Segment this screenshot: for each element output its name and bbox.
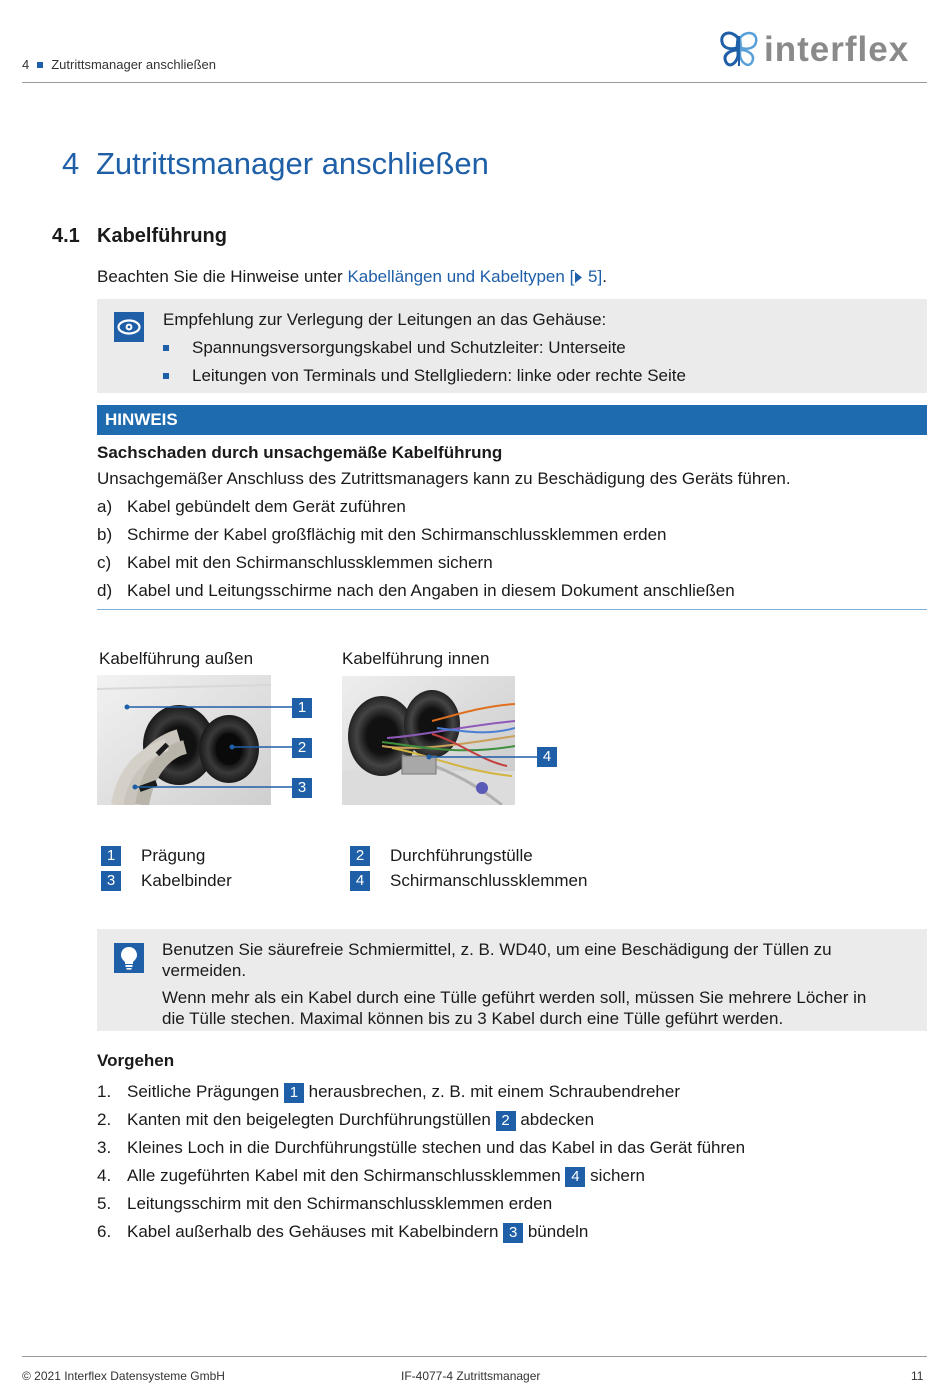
notice-divider bbox=[97, 609, 927, 610]
step-marker: 4 bbox=[565, 1167, 585, 1187]
step-marker: 1 bbox=[284, 1083, 304, 1103]
footer-doc-id: IF-4077-4 Zutrittsmanager bbox=[401, 1369, 541, 1383]
notice-text: Unsachgemäßer Anschluss des Zutrittsmanagers kann zu Beschädigung des Geräts führen. bbox=[97, 469, 791, 488]
procedure-step bbox=[97, 1109, 927, 1131]
notice-heading: Sachschaden durch unsachgemäße Kabelführung bbox=[97, 443, 503, 462]
legend-marker: 4 bbox=[350, 871, 370, 891]
notice-item bbox=[97, 524, 917, 546]
cable-types-link[interactable] bbox=[347, 267, 602, 286]
tip-line: die Tülle stechen. Maximal können bis zu 3 Kabel durch eine Tülle geführt werden. bbox=[162, 1009, 784, 1028]
figure-caption-inside: Kabelführung innen bbox=[342, 649, 490, 668]
notice-item-text: Kabel gebündelt dem Gerät zuführen bbox=[127, 497, 406, 516]
notice-item-text: Kabel und Leitungsschirme nach den Angaben in diesem Dokument anschließen bbox=[127, 581, 735, 600]
step-text: Seitliche Prägungen bbox=[127, 1082, 284, 1101]
procedure-step bbox=[97, 1193, 927, 1215]
tip-line: vermeiden. bbox=[162, 961, 247, 980]
recommendation-item bbox=[163, 365, 863, 387]
step-number: 2. bbox=[97, 1110, 112, 1129]
notice-item-letter: b) bbox=[97, 525, 113, 544]
callout-leader-lines bbox=[97, 675, 557, 805]
notice-item-letter: c) bbox=[97, 553, 112, 572]
legend-label: Schirmanschlussklemmen bbox=[390, 871, 588, 890]
running-header bbox=[22, 57, 216, 72]
step-marker: 2 bbox=[496, 1111, 516, 1131]
tip-paragraph-2 bbox=[162, 987, 866, 1029]
notice-item bbox=[97, 496, 917, 518]
step-text: Kleines Loch in die Durchführungstülle stechen und das Kabel in das Gerät führen bbox=[127, 1138, 746, 1157]
procedure-step bbox=[97, 1137, 927, 1159]
footer-divider bbox=[22, 1356, 927, 1357]
recommendation-item-text: Leitungen von Terminals und Stellgliedern: linke oder rechte Seite bbox=[192, 366, 686, 385]
butterfly-icon bbox=[716, 28, 760, 72]
step-text: abdecken bbox=[515, 1110, 595, 1129]
chapter-heading-num: 4 bbox=[62, 146, 80, 181]
notice-item bbox=[97, 580, 917, 602]
bullet-icon bbox=[163, 345, 169, 351]
header-divider bbox=[22, 82, 927, 83]
step-number: 1. bbox=[97, 1082, 112, 1101]
logo-wordmark: interflex bbox=[764, 30, 910, 69]
procedure-step bbox=[97, 1221, 927, 1243]
step-text: sichern bbox=[585, 1166, 645, 1185]
step-text: Kanten mit den beigelegten Durchführungstüllen bbox=[127, 1110, 496, 1129]
legend-marker: 1 bbox=[101, 846, 121, 866]
step-text: Kabel außerhalb des Gehäuses mit Kabelbindern bbox=[127, 1222, 504, 1241]
notice-item bbox=[97, 552, 917, 574]
interflex-logo bbox=[716, 28, 909, 72]
callout-marker: 4 bbox=[537, 747, 557, 767]
cable-types-link-text: Kabellängen und Kabeltypen [ bbox=[347, 267, 575, 286]
notice-item-letter: a) bbox=[97, 497, 113, 516]
legend-marker: 3 bbox=[101, 871, 121, 891]
section-heading bbox=[52, 225, 227, 248]
bullet-icon bbox=[163, 373, 169, 379]
header-bullet-icon bbox=[37, 62, 43, 68]
callout-marker: 3 bbox=[292, 778, 312, 798]
tip-line: Benutzen Sie säurefreie Schmiermittel, z. B. WD40, um eine Beschädigung der Tüllen zu bbox=[162, 940, 832, 959]
legend-label: Durchführungstülle bbox=[390, 846, 533, 865]
step-text: herausbrechen, z. B. mit einem Schraubendreher bbox=[303, 1082, 680, 1101]
eye-icon bbox=[114, 312, 144, 342]
legend-marker: 2 bbox=[350, 846, 370, 866]
procedure-step bbox=[97, 1165, 927, 1187]
chapter-heading bbox=[62, 146, 489, 182]
step-text: Leitungsschirm mit den Schirmanschlussklemmen erden bbox=[127, 1194, 553, 1213]
triangle-right-icon bbox=[574, 272, 583, 283]
notice-bar: HINWEIS bbox=[97, 405, 927, 435]
step-number: 6. bbox=[97, 1222, 112, 1241]
cable-types-link-page: 5] bbox=[583, 267, 603, 286]
footer-page-number: 11 bbox=[911, 1369, 924, 1383]
intro-period: . bbox=[602, 267, 607, 286]
chapter-heading-title: Zutrittsmanager anschließen bbox=[96, 146, 489, 181]
notice-item-text: Kabel mit den Schirmanschlussklemmen sichern bbox=[127, 553, 493, 572]
notice-item-letter: d) bbox=[97, 581, 113, 600]
legend-label: Kabelbinder bbox=[141, 871, 232, 890]
procedure-heading: Vorgehen bbox=[97, 1051, 175, 1070]
footer-copyright: © 2021 Interflex Datensysteme GmbH bbox=[22, 1369, 225, 1383]
step-marker: 3 bbox=[503, 1223, 523, 1243]
procedure-step bbox=[97, 1081, 927, 1103]
callout-marker: 1 bbox=[292, 698, 312, 718]
step-number: 3. bbox=[97, 1138, 112, 1157]
step-text: Alle zugeführten Kabel mit den Schirmanschlussklemmen bbox=[127, 1166, 566, 1185]
recommendation-item-text: Spannungsversorgungskabel und Schutzleiter: Unterseite bbox=[192, 338, 626, 357]
legend-label: Prägung bbox=[141, 846, 206, 865]
notice-item-text: Schirme der Kabel großflächig mit den Schirmanschlussklemmen erden bbox=[127, 525, 667, 544]
figure-caption-outside: Kabelführung außen bbox=[99, 649, 254, 668]
header-chapter-num: 4 bbox=[22, 57, 30, 72]
intro-paragraph bbox=[97, 266, 607, 288]
step-number: 5. bbox=[97, 1194, 112, 1213]
intro-text: Beachten Sie die Hinweise unter bbox=[97, 267, 348, 286]
callout-marker: 2 bbox=[292, 738, 312, 758]
step-text: bündeln bbox=[523, 1222, 589, 1241]
recommendation-item bbox=[163, 337, 863, 359]
section-heading-title: Kabelführung bbox=[97, 225, 227, 247]
section-heading-num: 4.1 bbox=[52, 225, 80, 247]
lightbulb-icon bbox=[114, 943, 144, 973]
tip-line: Wenn mehr als ein Kabel durch eine Tülle geführt werden soll, müssen Sie mehrere Löcher in bbox=[162, 988, 867, 1007]
step-number: 4. bbox=[97, 1166, 112, 1185]
header-chapter-title: Zutrittsmanager anschließen bbox=[51, 57, 216, 72]
tip-paragraph-1 bbox=[162, 939, 832, 981]
recommendation-title: Empfehlung zur Verlegung der Leitungen an das Gehäuse: bbox=[163, 310, 607, 329]
